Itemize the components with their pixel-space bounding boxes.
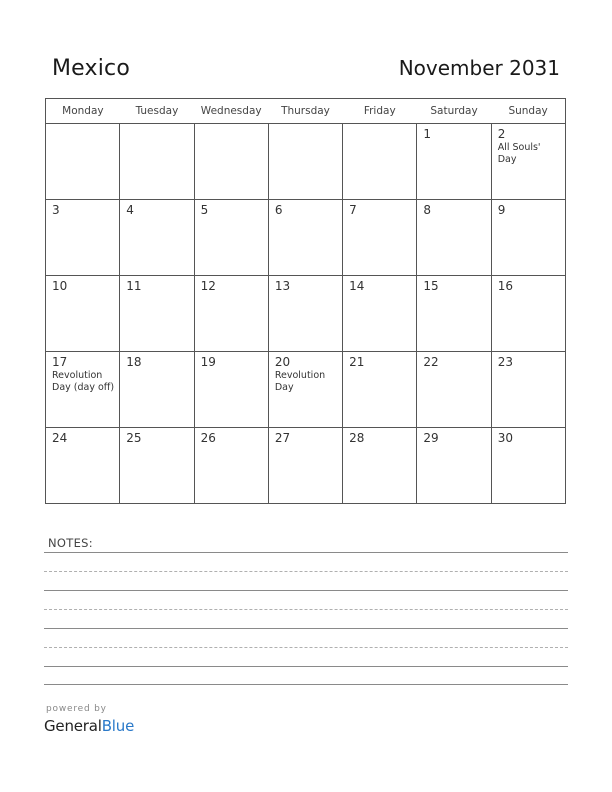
note-line [44, 571, 568, 572]
day-number: 10 [52, 279, 68, 293]
weekday-header: Friday [343, 99, 417, 124]
day-number: 4 [126, 203, 134, 217]
note-line [44, 628, 568, 629]
calendar-day-cell [46, 352, 120, 428]
calendar-day-cell [343, 200, 417, 276]
day-number: 25 [126, 431, 142, 445]
calendar-grid [45, 98, 566, 504]
calendar-week-row [46, 352, 566, 428]
calendar-day-cell [120, 124, 194, 200]
weekday-header: Monday [46, 99, 120, 124]
calendar-day-cell [194, 124, 268, 200]
day-number: 15 [423, 279, 439, 293]
weekday-header: Saturday [417, 99, 491, 124]
calendar-day-cell [343, 428, 417, 504]
calendar-day-cell [120, 352, 194, 428]
calendar-day-cell [417, 200, 491, 276]
day-number: 13 [274, 279, 291, 293]
note-line [44, 684, 568, 685]
calendar-day-cell [194, 428, 268, 504]
calendar-day-cell [268, 428, 342, 504]
calendar-week-row [46, 200, 566, 276]
calendar-day-cell [491, 200, 565, 276]
day-number: 3 [52, 203, 60, 217]
holiday-label: Revolution Day [274, 370, 326, 393]
calendar-day-cell [268, 124, 342, 200]
day-number: 24 [52, 431, 68, 445]
calendar-day-cell [491, 276, 565, 352]
day-number: 17 [52, 355, 68, 369]
calendar-day-cell [417, 124, 491, 200]
day-number: 27 [274, 431, 291, 445]
note-line [44, 552, 568, 553]
month-year-title: November 2031 [398, 56, 560, 80]
calendar-body [46, 124, 566, 504]
calendar-day-cell [491, 352, 565, 428]
note-line [44, 590, 568, 591]
day-number: 28 [349, 431, 365, 445]
brand-name-blue: Blue [101, 717, 135, 735]
calendar-day-cell [268, 276, 342, 352]
weekday-header: Wednesday [194, 99, 268, 124]
day-number: 1 [423, 127, 432, 141]
day-number: 12 [200, 279, 216, 293]
day-number: 23 [497, 355, 513, 369]
country-title: Mexico [52, 56, 131, 81]
day-number: 22 [423, 355, 439, 369]
weekday-header: Sunday [491, 99, 565, 124]
calendar-day-cell [46, 276, 120, 352]
calendar-day-cell [417, 352, 491, 428]
day-number: 8 [423, 203, 432, 217]
note-line [44, 647, 568, 648]
brand-name-general: General [44, 717, 102, 735]
day-number: 6 [274, 203, 283, 217]
calendar-week-row [46, 428, 566, 504]
day-number: 5 [200, 203, 209, 217]
calendar-day-cell [120, 428, 194, 504]
day-number: 26 [200, 431, 216, 445]
day-number: 7 [349, 203, 357, 217]
day-number: 20 [274, 355, 291, 369]
calendar-day-cell [268, 352, 342, 428]
day-number: 14 [349, 279, 365, 293]
day-number: 18 [126, 355, 142, 369]
brand-logo [44, 717, 134, 735]
calendar-day-cell [120, 200, 194, 276]
weekday-header-row [46, 99, 566, 124]
calendar-day-cell [46, 428, 120, 504]
calendar-day-cell [120, 276, 194, 352]
holiday-label: Revolution Day (day off) [52, 370, 115, 393]
calendar-day-cell [268, 200, 342, 276]
holiday-label: All Souls' Day [497, 142, 541, 165]
calendar-day-cell [46, 200, 120, 276]
day-number: 16 [497, 279, 513, 293]
day-number: 21 [349, 355, 365, 369]
calendar-day-cell [343, 352, 417, 428]
day-number: 19 [200, 355, 216, 369]
note-line [44, 666, 568, 667]
calendar-day-cell [194, 200, 268, 276]
day-number: 11 [126, 279, 142, 293]
powered-by-label: powered by [46, 704, 107, 714]
calendar-week-row [46, 276, 566, 352]
day-number: 2 [497, 127, 506, 141]
day-number: 9 [497, 203, 506, 217]
calendar-day-cell [491, 428, 565, 504]
calendar-day-cell [491, 124, 565, 200]
calendar-day-cell [343, 124, 417, 200]
weekday-header: Tuesday [120, 99, 194, 124]
calendar-week-row [46, 124, 566, 200]
calendar-day-cell [417, 276, 491, 352]
note-line [44, 609, 568, 610]
day-number: 29 [423, 431, 439, 445]
calendar-day-cell [343, 276, 417, 352]
calendar-day-cell [46, 124, 120, 200]
day-number: 30 [497, 431, 513, 445]
weekday-header: Thursday [268, 99, 342, 124]
notes-label: NOTES: [48, 536, 93, 550]
calendar-day-cell [417, 428, 491, 504]
calendar-day-cell [194, 276, 268, 352]
calendar-day-cell [194, 352, 268, 428]
